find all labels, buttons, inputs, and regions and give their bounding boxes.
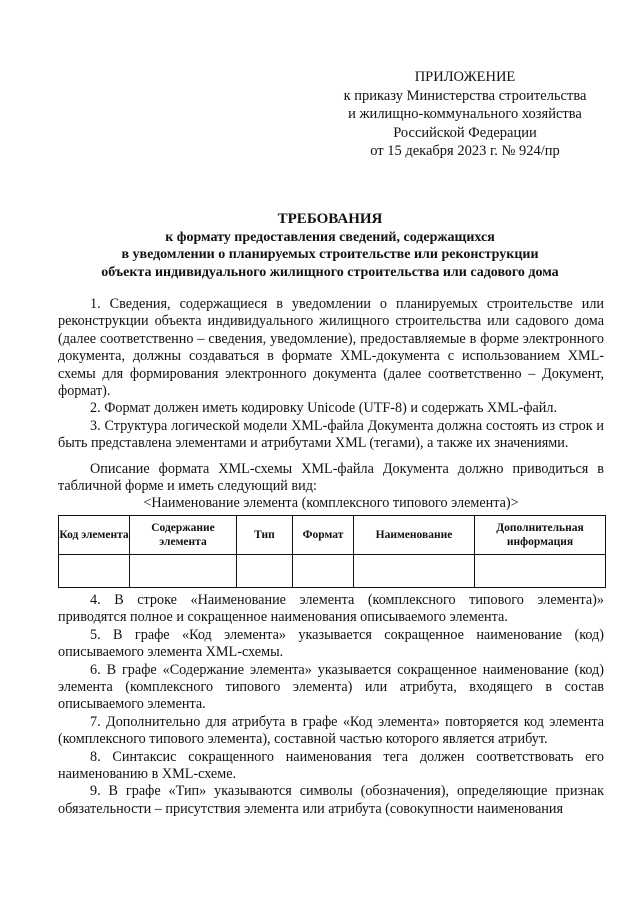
paragraph-format-description: Описание формата XML-схемы XML-файла Документа должно приводиться в табличной форме и иметь следующий вид: (58, 460, 604, 495)
paragraph-4: 4. В строке «Наименование элемента (комплексного типового элемента)» приводятся полное и сокращенное наименования описываемого элемента. (58, 591, 604, 626)
table-cell (475, 554, 606, 587)
paragraph-8: 8. Синтаксис сокращенного наименования тега должен соответствовать его наименованию в XML-схеме. (58, 748, 604, 782)
paragraph-9: 9. В графе «Тип» указываются символы (обозначения), определяющие признак обязательности – присутствия элемента или атрибута (совокупности наименования (58, 783, 604, 817)
table-cell (59, 554, 130, 587)
header-name: Наименование (354, 515, 475, 554)
appendix-line: Российской Федерации (393, 124, 537, 141)
heading-line: к формату предоставления сведений, содержащихся (165, 229, 495, 245)
paragraph-2: 2. Формат должен иметь кодировку Unicode (UTF-8) и содержать XML-файл. (90, 400, 558, 417)
paragraph-6: 6. В графе «Содержание элемента» указывается сокращенное наименование (код) элемента (комплексного типового элемента) или атрибута, входящего в состав описываемого элемента. (58, 661, 604, 713)
table-cell (130, 554, 237, 587)
paragraph-1: 1. Сведения, содержащиеся в уведомлении о планируемых строительстве или реконструкции объекта индивидуального жилищного строительства или садового дома (далее соответственно – сведения, уведомление), предоставляемые в форме электронного документа, должны создаваться в формате XML-документа с использованием XML-схемы для формирования электронного документа (далее соответственно – Документ, формат). (58, 296, 604, 400)
paragraph-3: 3. Структура логической модели XML-файла Документа должна состоять из строк и быть представлена элементами и атрибутами XML (тегами), а также их значениями. (58, 417, 604, 452)
table-caption: <Наименование элемента (комплексного типового элемента)> (143, 495, 519, 512)
appendix-date: от 15 декабря 2023 г. № 924/пр (370, 143, 560, 159)
table-header-row (59, 515, 606, 554)
appendix-title: ПРИЛОЖЕНИЕ (414, 69, 516, 85)
header-type: Тип (237, 515, 293, 554)
table-cell (237, 554, 293, 587)
header-extra: Дополнительная информация (475, 515, 606, 554)
document-title: ТРЕБОВАНИЯ (277, 211, 383, 227)
format-table (58, 515, 606, 588)
header-content: Содержание элемента (130, 515, 237, 554)
document-body (58, 296, 604, 818)
header-format: Формат (293, 515, 354, 554)
paragraph-5: 5. В графе «Код элемента» указывается сокращенное наименование (код) описываемого элемента XML-схемы. (58, 626, 604, 661)
heading-line: объекта индивидуального жилищного строительства или садового дома (101, 264, 559, 280)
paragraph-7: 7. Дополнительно для атрибута в графе «Код элемента» повторяется код элемента (комплексного типового элемента), составной частью которого является атрибут. (58, 713, 604, 748)
table-cell (354, 554, 475, 587)
appendix-block (330, 68, 600, 161)
table-row (59, 554, 606, 587)
heading-line: в уведомлении о планируемых строительстве или реконструкции (121, 247, 539, 262)
header-code: Код элемента (59, 515, 130, 554)
appendix-line: и жилищно-коммунального хозяйства (348, 106, 582, 122)
table-cell (293, 554, 354, 587)
appendix-line: к приказу Министерства строительства (343, 87, 587, 104)
document-heading (40, 211, 620, 281)
